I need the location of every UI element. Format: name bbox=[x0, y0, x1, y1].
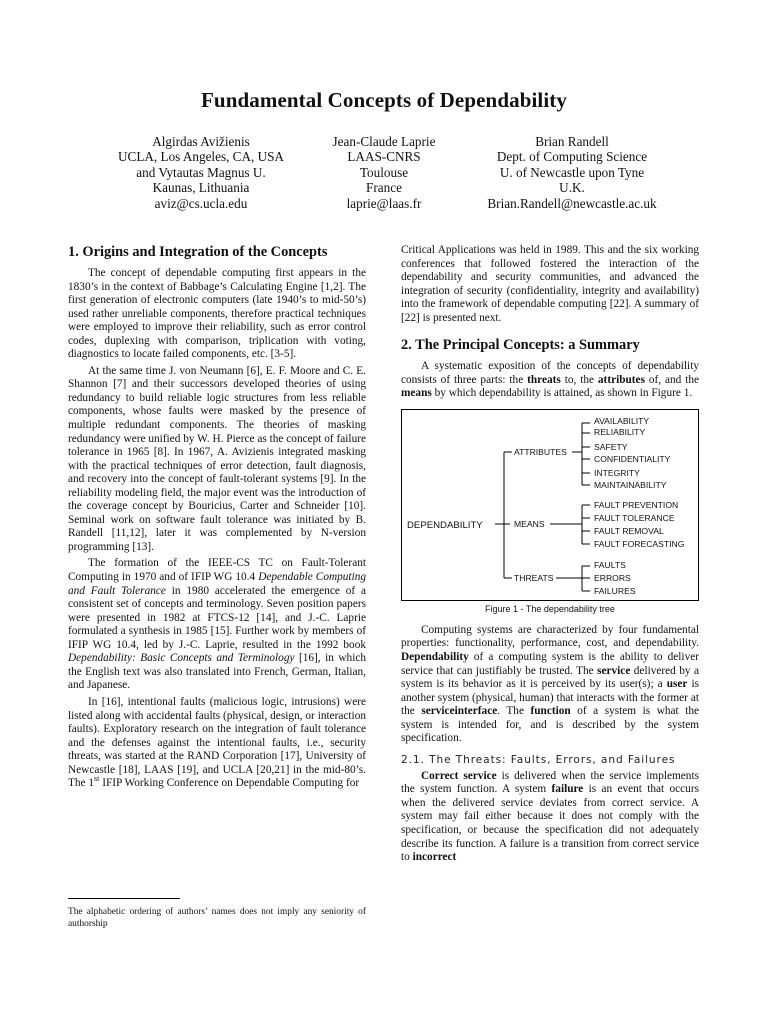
tree-leaf-attribute: INTEGRITY bbox=[594, 467, 640, 478]
section-heading-1: 1. Origins and Integration of the Concepts bbox=[68, 244, 328, 260]
author-location: U.K. bbox=[559, 180, 585, 196]
tree-leaf-threat: FAILURES bbox=[594, 585, 636, 596]
author-location: Toulouse bbox=[359, 164, 409, 180]
author-email: laprie@laas.fr bbox=[346, 195, 422, 211]
author-affiliation: UCLA, Los Angeles, CA, USA bbox=[118, 149, 284, 165]
tree-branch-threats: THREATS bbox=[514, 572, 554, 583]
dependability-tree-diagram bbox=[402, 410, 698, 600]
paper-title: Fundamental Concepts of Dependability bbox=[201, 88, 567, 112]
tree-leaf-means: FAULT PREVENTION bbox=[594, 499, 679, 510]
paragraph: A systematic exposition of the concepts of dependability consists of three parts: the threats to, the attributes of, and the means by which dependability is attained, as shown in Figure 1. bbox=[401, 360, 699, 400]
author-affiliation: LAAS-CNRS bbox=[347, 149, 421, 165]
tree-root-label: DEPENDABILITY bbox=[407, 519, 483, 531]
tree-branch-means: MEANS bbox=[514, 518, 545, 529]
tree-leaf-threat: ERRORS bbox=[594, 572, 631, 583]
author-block-avizienis bbox=[85, 134, 317, 211]
paragraph: At the same time J. von Neumann [6], E. F. Moore and C. E. Shannon [7] and their successors developed theories of using redundancy to build reliable logic structures from less reliable components, whose faults were masked by the presence of multiple redundant components. The theories of masking redundancy were unified by W. H. Pierce as the concept of failure tolerance in 1965 [8]. In 1967, A. Avizienis integrated masking with the practical techniques of error detection, fault diagnosis, and recovery into the concept of fault-tolerant systems [9]. In the reliability modeling field, the major event was the introduction of the coverage concept by Bouricius, Carter and Schneider [10]. Seminal work on software fault tolerance was initiated by B. Randell [11,12], later it was complemented by N-version programming [13]. bbox=[68, 364, 366, 553]
author-name: Algirdas Avižienis bbox=[152, 134, 250, 149]
author-block-randell bbox=[452, 134, 692, 211]
right-column bbox=[401, 244, 699, 865]
dependability-tree-figure bbox=[401, 409, 699, 601]
author-name: Brian Randell bbox=[535, 134, 609, 149]
author-name: Jean-Claude Laprie bbox=[332, 134, 436, 149]
author-location: Kaunas, Lithuania bbox=[152, 180, 250, 196]
left-column bbox=[68, 244, 366, 791]
footnote: The alphabetic ordering of authors’ names does not imply any seniority of authorship bbox=[68, 907, 366, 929]
paragraph: Correct service is delivered when the service implements the system function. A system failure is an event that occurs when the delivered service deviates from correct service. A system may fail either because it does not comply with the specification, or because the specification did not adequately describe its function. A failure is a transition from correct service to incorrect bbox=[401, 769, 699, 864]
tree-leaf-attribute: MAINTAINABILITY bbox=[594, 479, 667, 490]
tree-leaf-attribute: CONFIDENTIALITY bbox=[594, 453, 671, 464]
author-email: aviz@cs.ucla.edu bbox=[154, 195, 248, 211]
author-affiliation: U. of Newcastle upon Tyne bbox=[499, 164, 645, 180]
footnote-rule bbox=[68, 898, 180, 899]
tree-leaf-attribute: SAFETY bbox=[594, 441, 628, 452]
paragraph: Computing systems are characterized by four fundamental properties: functionality, performance, cost, and dependability. Dependability of a computing system is the ability to deliver service that can justifiably be trusted. The service delivered by a system is its behavior as it is perceived by its user(s); a user is another system (physical, human) that interacts with the former at the serviceinterface. The function of a system is what the system is intended for, and is described by the system specification. bbox=[401, 623, 700, 745]
tree-branch-attributes: ATTRIBUTES bbox=[514, 446, 567, 457]
paragraph: The concept of dependable computing first appears in the 1830’s in the context of Babbage’s Calculating Engine [1,2]. The first generation of electronic computers (late 1940’s to mid-50’s) used rather unreliable components, therefore practical techniques were employed to improve their reliability, such as error control codes, duplexing with comparison, triplication with voting, diagnostics to locate failed components, etc. [3-5]. bbox=[68, 267, 366, 361]
tree-leaf-means: FAULT TOLERANCE bbox=[594, 512, 675, 523]
tree-leaf-threat: FAULTS bbox=[594, 559, 626, 570]
section-heading-2: 2. The Principal Concepts: a Summary bbox=[401, 337, 640, 354]
author-location: France bbox=[366, 180, 402, 196]
author-affiliation: and Vytautas Magnus U. bbox=[136, 164, 266, 180]
paragraph: Critical Applications was held in 1989. This and the six working conferences that followed fostered the interaction of the dependability and security communities, and advanced the integration of security (confidentiality, integrity and availability) into the framework of dependable computing [22]. A summary of [22] is presented next. bbox=[401, 244, 699, 324]
author-email: Brian.Randell@newcastle.ac.uk bbox=[487, 195, 657, 211]
author-block-laprie bbox=[300, 134, 468, 211]
paragraph: The formation of the IEEE-CS TC on Fault-Tolerant Computing in 1970 and of IFIP WG 10.4 Dependable Computing and Fault Tolerance in 1980 accelerated the emergence of a consistent set of concepts and terminology. Seven position papers were presented in 1982 at FTCS-12 [14], and J.-C. Laprie formulated a synthesis in 1985 [15]. Further work by members of IFIP WG 10.4, led by J.-C. Laprie, resulted in the 1992 book Dependability: Basic Concepts and Terminology [16], in which the English text was also translated into French, German, Italian, and Japanese. bbox=[68, 557, 367, 692]
tree-leaf-attribute: AVAILABILITY bbox=[594, 415, 650, 426]
tree-leaf-means: FAULT FORECASTING bbox=[594, 538, 685, 549]
author-affiliation: Dept. of Computing Science bbox=[496, 149, 648, 165]
tree-leaf-means: FAULT REMOVAL bbox=[594, 525, 664, 536]
tree-leaf-attribute: RELIABILITY bbox=[594, 426, 646, 437]
paragraph: In [16], intentional faults (malicious logic, intrusions) were listed along with accidental faults (physical, design, or interaction faults). Exploratory research on the integration of fault tolerance and the defenses against the intentional faults, i.e., security threats, was started at the RAND Corporation [17], University of Newcastle [18], LAAS [19], and UCLA [20,21] in the mid-80’s. The 1st IFIP Working Conference on Dependable Computing for bbox=[68, 695, 366, 790]
figure-caption: Figure 1 - The dependability tree bbox=[485, 603, 615, 614]
subsection-heading-2-1: 2.1. The Threats: Faults, Errors, and Failures bbox=[401, 753, 676, 766]
